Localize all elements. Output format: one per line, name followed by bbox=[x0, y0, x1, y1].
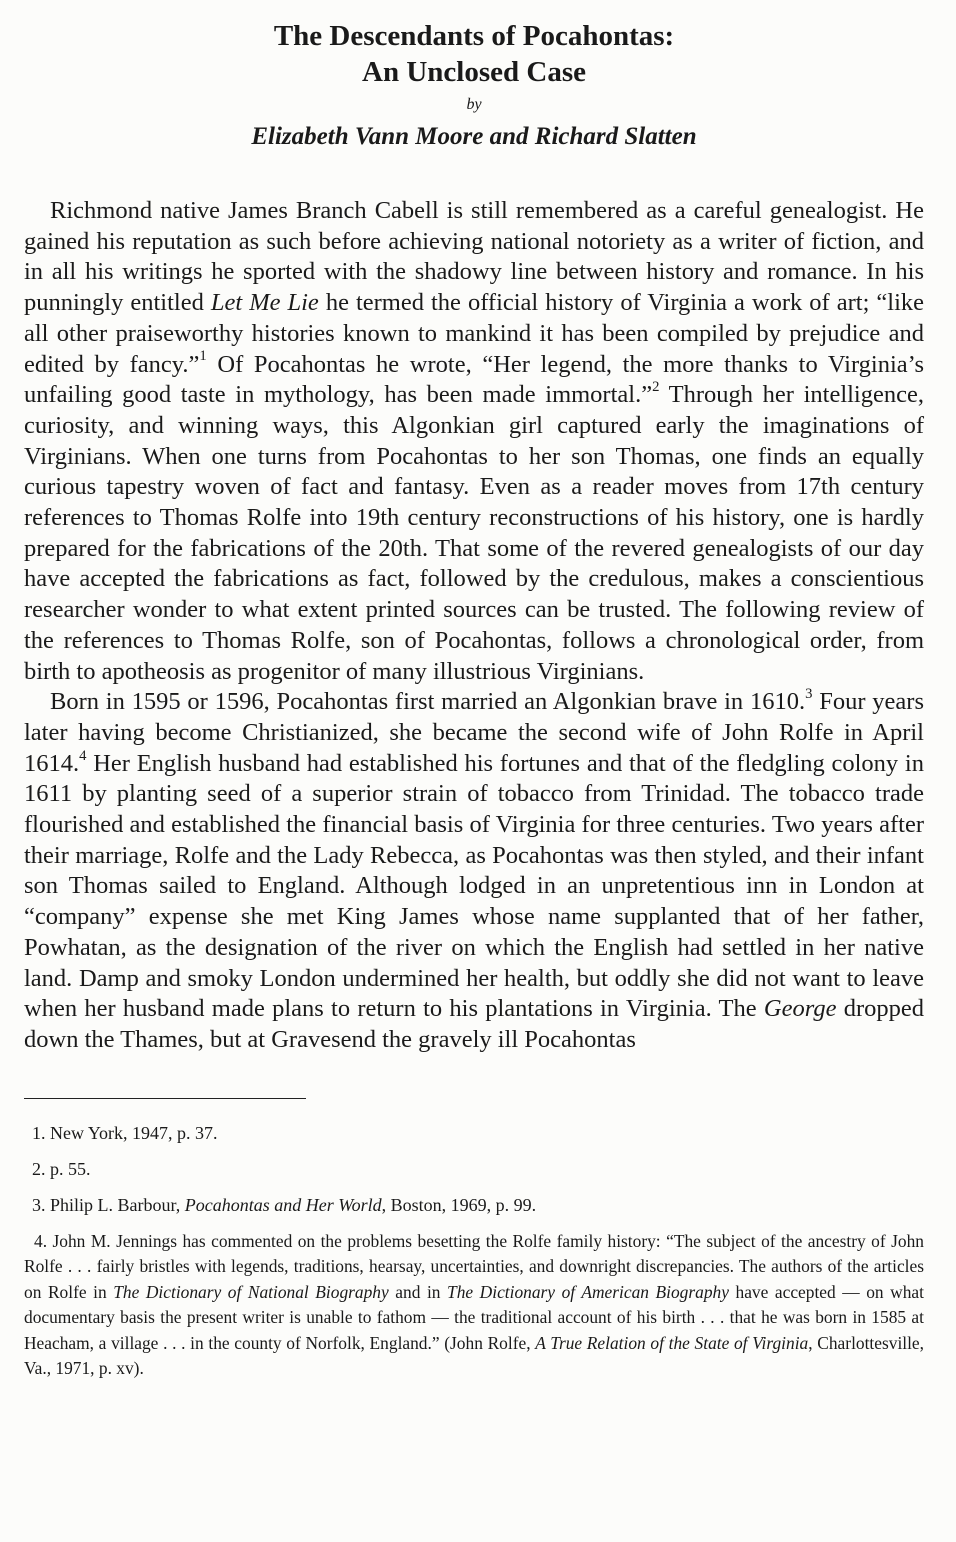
fn4-dnb-title: The Dictionary of National Biography bbox=[113, 1281, 389, 1302]
p1-text-a: Richmond native James Branch Cabell is still remembered as a careful genealogist. He gained his reputation as such before achieving national notoriety as a writer of fiction, and in all his writings he sported with the shadowy line between history and romance. In his punningly entitled bbox=[24, 197, 924, 317]
article-header bbox=[24, 18, 924, 152]
p2-text-d: dropped down the Thames, but at Gravesend the gravely ill Pocahontas bbox=[24, 995, 924, 1053]
p1-text-b: he termed the official history of Virginia a work of art; “like all other praiseworthy histories known to mankind it has been compiled by prejudice and edited by fancy.” bbox=[24, 289, 924, 378]
footnote-4 bbox=[24, 1229, 924, 1382]
footnote-3 bbox=[32, 1193, 924, 1217]
footnote-ref-1[interactable]: 1 bbox=[199, 348, 207, 365]
p2-text-a: Born in 1595 or 1596, Pocahontas first married an Algonkian brave in 1610. bbox=[50, 688, 806, 716]
fn3-text-b: , Boston, 1969, p. 99. bbox=[381, 1194, 537, 1215]
footnote-ref-2[interactable]: 2 bbox=[652, 379, 660, 396]
footnote-ref-4[interactable]: 4 bbox=[79, 747, 87, 764]
fn4-text-b: and in bbox=[388, 1281, 448, 1302]
fn3-text-a: 3. Philip L. Barbour, bbox=[32, 1194, 185, 1215]
article-body bbox=[24, 196, 924, 1056]
paragraph-2 bbox=[24, 687, 924, 1055]
fn4-dab-title: The Dictionary of American Biography bbox=[447, 1281, 729, 1302]
p2-text-c: Her English husband had established his fortunes and that of the fledgling colony in 1611 by planting seed of a superior strain of tobacco from Trinidad. The tobacco trade flourished and established the financial basis of Virginia for three centuries. Two years after their marriage, Rolfe and the Lady Rebecca, as Pocahontas was then styled, and their infant son Thomas sailed to England. Although lodged in an unpretentious inn in London at “company” expense she met King James whose name supplanted that of her father, Powhatan, as the designation of the river on which the English had settled in her native land. Damp and smoky London undermined her health, but oddly she did not want to leave when her husband made plans to return to his plantations in Virginia. The bbox=[24, 749, 924, 1023]
fn4-true-relation-title: A True Relation of the State of Virginia bbox=[535, 1332, 809, 1353]
byline-by: by bbox=[466, 96, 482, 113]
page bbox=[0, 18, 956, 1542]
footnotes bbox=[24, 1121, 924, 1382]
p1-text-c: Of Pocahontas he wrote, “Her legend, the more thanks to Virginia’s unfailing good taste in mythology, has been made immortal.” bbox=[24, 350, 924, 409]
footnote-2: 2. p. 55. bbox=[32, 1158, 91, 1179]
footnote-divider bbox=[24, 1098, 306, 1099]
fn4-text-c: have accepted — on what documentary basis the present writer is unable to fathom — the traditional account of his birth . . . that he was born in 1585 at Heacham, a village . . . in the county of Norfolk, England.” (John Rolfe, bbox=[24, 1281, 924, 1353]
footnote-1: 1. New York, 1947, p. 37. bbox=[32, 1122, 218, 1143]
p2-ship-george: George bbox=[763, 995, 837, 1023]
p2-text-b: Four years later having become Christianized, she became the second wife of John Rolfe in April 1614. bbox=[24, 688, 924, 777]
paragraph-1 bbox=[24, 196, 924, 687]
p1-title-let-me-lie: Let Me Lie bbox=[210, 289, 319, 317]
title-line-2: An Unclosed Case bbox=[362, 56, 586, 88]
fn3-book-title: Pocahontas and Her World bbox=[184, 1194, 382, 1215]
title-line-1: The Descendants of Pocahontas: bbox=[273, 20, 675, 52]
byline-authors: Elizabeth Vann Moore and Richard Slatten bbox=[251, 123, 697, 150]
p1-text-d: Through her intelligence, curiosity, and winning ways, this Algonkian girl captured early the imaginations of Virginians. When one turns from Pocahontas to her son Thomas, one finds an equally curious tapestry woven of fact and fantasy. Even as a reader moves from 17th century references to Thomas Rolfe into 19th century reconstructions of his history, one is hardly prepared for the fabrications of the 20th. That some of the revered genealogists of our day have accepted the fabrications as fact, followed by the credulous, makes a conscientious researcher wonder to what extent printed sources can be trusted. The following review of the references to Thomas Rolfe, son of Pocahontas, follows a chronological order, from birth to apotheosis as progenitor of many illustrious Virginians. bbox=[24, 381, 924, 685]
article-title bbox=[24, 18, 924, 90]
fn4-text-a: 4. John M. Jennings has commented on the problems besetting the Rolfe family history: “The subject of the ancestry of John Rolfe . . . fairly bristles with legends, traditions, hearsay, uncertainties, and downright discrepancies. The authors of the articles on Rolfe in bbox=[24, 1230, 924, 1302]
fn4-text-d: , Charlottesville, Va., 1971, p. xv). bbox=[24, 1332, 924, 1379]
footnote-ref-3[interactable]: 3 bbox=[805, 686, 813, 703]
